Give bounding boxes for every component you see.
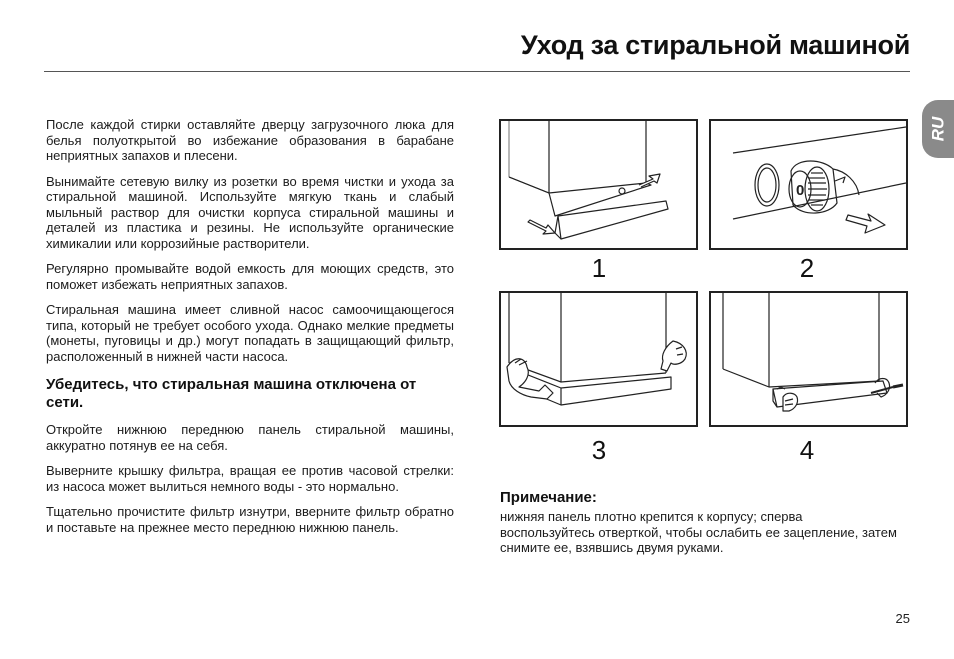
note-body: нижняя панель плотно крепится к корпусу; сперва воспользуйтесь отверткой, чтобы ослабить ее зацепление, затем снимите ее, взявшись двумя руками. bbox=[500, 509, 897, 555]
figure-2 bbox=[709, 119, 908, 250]
page-title: Уход за стиральной машиной bbox=[520, 30, 910, 60]
note-title: Примечание: bbox=[500, 489, 597, 506]
screwdriver-release-panel-illustration bbox=[711, 293, 906, 425]
hands-remove-panel-illustration bbox=[501, 293, 696, 425]
instructions-column bbox=[46, 117, 454, 545]
language-tab bbox=[922, 100, 954, 158]
paragraph-intro-2: Вынимайте сетевую вилку из розетки во время чистки и ухода за стиральной машиной. Используйте мягкую ткань и слабый мыльный раствор для очистки корпуса стиральной машины и деталей из пластика и резины. Не используйте органические химикалии или коррозийные растворители. bbox=[46, 173, 454, 251]
figure-1 bbox=[499, 119, 698, 250]
figure-1-number: 1 bbox=[591, 253, 607, 283]
open-bottom-panel-illustration bbox=[501, 121, 696, 248]
figure-4-number: 4 bbox=[799, 435, 815, 465]
title-divider bbox=[44, 71, 910, 72]
page-number: 25 bbox=[895, 611, 910, 626]
svg-text:0: 0 bbox=[796, 182, 805, 199]
figure-4 bbox=[709, 291, 908, 427]
figure-2-number: 2 bbox=[799, 253, 815, 283]
paragraph-step-2: Выверните крышку фильтра, вращая ее против часовой стрелки: из насоса может вылиться немного воды - это нормально. bbox=[46, 463, 454, 494]
paragraph-intro-3: Регулярно промывайте водой емкость для моющих средств, это поможет избежать неприятных запахов. bbox=[46, 261, 454, 292]
paragraph-intro-1: После каждой стирки оставляйте дверцу загрузочного люка для белья полуоткрытой во избежание образования в барабане неприятных запахов и плесени. bbox=[46, 117, 454, 163]
language-code: RU bbox=[928, 116, 947, 142]
paragraph-step-3: Тщательно прочистите фильтр изнутри, вверните фильтр обратно и поставьте на прежнее место переднюю нижнюю панель. bbox=[46, 504, 454, 535]
paragraph-intro-4: Стиральная машина имеет сливной насос самоочищающегося типа, который не требует особого ухода. Однако мелкие предметы (монеты, пуговицы и др.) могут попадать в защищающий фильтр, расположенный в нижней части насоса. bbox=[46, 302, 454, 364]
figure-3 bbox=[499, 291, 698, 427]
safety-subheading: Убедитесь, что стиральная машина отключена от сети. bbox=[46, 376, 417, 411]
unscrew-filter-illustration bbox=[711, 121, 906, 248]
figure-3-number: 3 bbox=[591, 435, 607, 465]
paragraph-step-1: Откройте нижнюю переднюю панель стиральной машины, аккуратно потянув ее на себя. bbox=[46, 422, 454, 453]
